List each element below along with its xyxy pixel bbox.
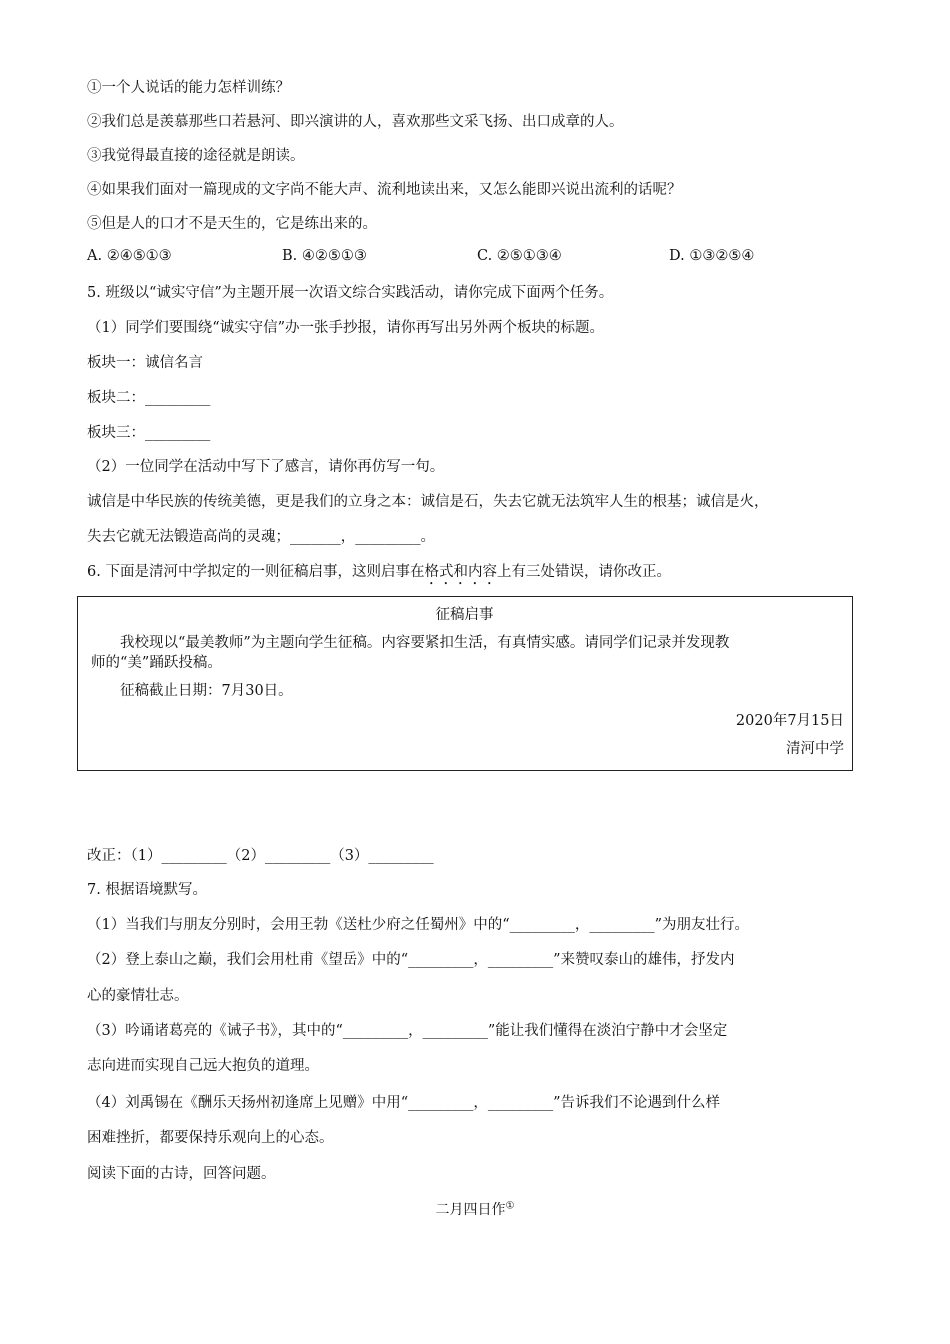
- notice-date: 2020年7月15日: [735, 713, 844, 729]
- question-5-title: 5. 班级以“诚实守信”为主题开展一次语文综合实践活动，请你完成下面两个任务。: [87, 285, 614, 301]
- imitation-line-1: 诚信是中华民族的传统美德，更是我们的立身之本：诚信是石，失去它就无法筑牢人生的根基；诚信是火，: [87, 494, 769, 510]
- question-6-post: 上有三处错误，请你改正。: [496, 564, 671, 580]
- imitation-line-2: 失去它就无法锻造高尚的灵魂；_______，_________。: [87, 529, 435, 545]
- question-7-part-2-line-2: 心的豪情壮志。: [87, 988, 189, 1004]
- answer-options: [87, 248, 847, 268]
- sentence-5: ⑤但是人的口才不是天生的，它是练出来的。: [87, 216, 377, 232]
- poem-title-text: 二月四日作: [435, 1202, 506, 1218]
- sentence-4: ④如果我们面对一篇现成的文字尚不能大声、流利地读出来，又怎么能即兴说出流利的话呢？: [87, 182, 682, 198]
- notice-deadline: 征稿截止日期：7月30日。: [120, 683, 293, 699]
- question-5-part-1: （1）同学们要围绕“诚实守信”办一张手抄报，请你再写出另外两个板块的标题。: [87, 320, 605, 336]
- option-d[interactable]: D. ①③②⑤④: [669, 248, 755, 264]
- sentence-1: ①一个人说话的能力怎样训练？: [87, 80, 290, 96]
- sentence-2: ②我们总是羡慕那些口若悬河、即兴演讲的人，喜欢那些文采飞扬、出口成章的人。: [87, 114, 624, 130]
- question-7-part-2-line-1: （2）登上泰山之巅，我们会用杜甫《望岳》中的“_________，_________”来赞叹泰山的雄伟，抒发内: [87, 952, 735, 968]
- sentence-3: ③我觉得最直接的途径就是朗读。: [87, 148, 305, 164]
- notice-title: 征稿启事: [435, 607, 494, 623]
- notice-box: [77, 596, 853, 771]
- notice-org: 清河中学: [786, 741, 844, 757]
- notice-line-1: 我校现以“最美教师”为主题向学生征稿。内容要紧扣生活，有真情实感。请同学们记录并发现教: [120, 635, 730, 651]
- correction-line: 改正：（1）_________（2）_________（3）_________: [87, 848, 434, 864]
- footnote-marker: ①: [505, 1200, 515, 1212]
- question-6-title: [87, 562, 671, 588]
- option-a[interactable]: A. ②④⑤①③: [87, 248, 172, 264]
- question-7-part-3-line-2: 志向进而实现自己远大抱负的道理。: [87, 1058, 319, 1074]
- question-6-pre: 6. 下面是清河中学拟定的一则征稿启事，这则启事在: [87, 564, 425, 580]
- question-5-part-2: （2）一位同学在活动中写下了感言，请你再仿写一句。: [87, 459, 445, 475]
- question-7-title: 7. 根据语境默写。: [87, 882, 207, 898]
- notice-line-2: 师的“美”踊跃投稿。: [91, 655, 222, 671]
- reading-intro: 阅读下面的古诗，回答问题。: [87, 1166, 276, 1182]
- question-7-part-3-line-1: （3）吟诵诸葛亮的《诫子书》，其中的“_________，_________”能让我们懂得在淡泊宁静中才会坚定: [87, 1023, 728, 1039]
- question-7-part-4-line-1: （4）刘禹锡在《酬乐天扬州初逢席上见赠》中用“_________，_________”告诉我们不论遇到什么样: [87, 1095, 721, 1111]
- block-2: 板块二：_________: [87, 390, 211, 406]
- block-3: 板块三：_________: [87, 425, 211, 441]
- poem-title: [0, 1199, 950, 1219]
- question-7-part-1: （1）当我们与朋友分别时，会用王勃《送杜少府之任蜀州》中的“_________，_________”为朋友壮行。: [87, 917, 750, 933]
- option-b[interactable]: B. ④②⑤①③: [282, 248, 367, 264]
- question-7-part-4-line-2: 困难挫折，都要保持乐观向上的心态。: [87, 1130, 334, 1146]
- option-c[interactable]: C. ②⑤①③④: [477, 248, 562, 264]
- emphasis-text: 格式和内容: [424, 564, 497, 580]
- block-1: 板块一：诚信名言: [87, 355, 203, 371]
